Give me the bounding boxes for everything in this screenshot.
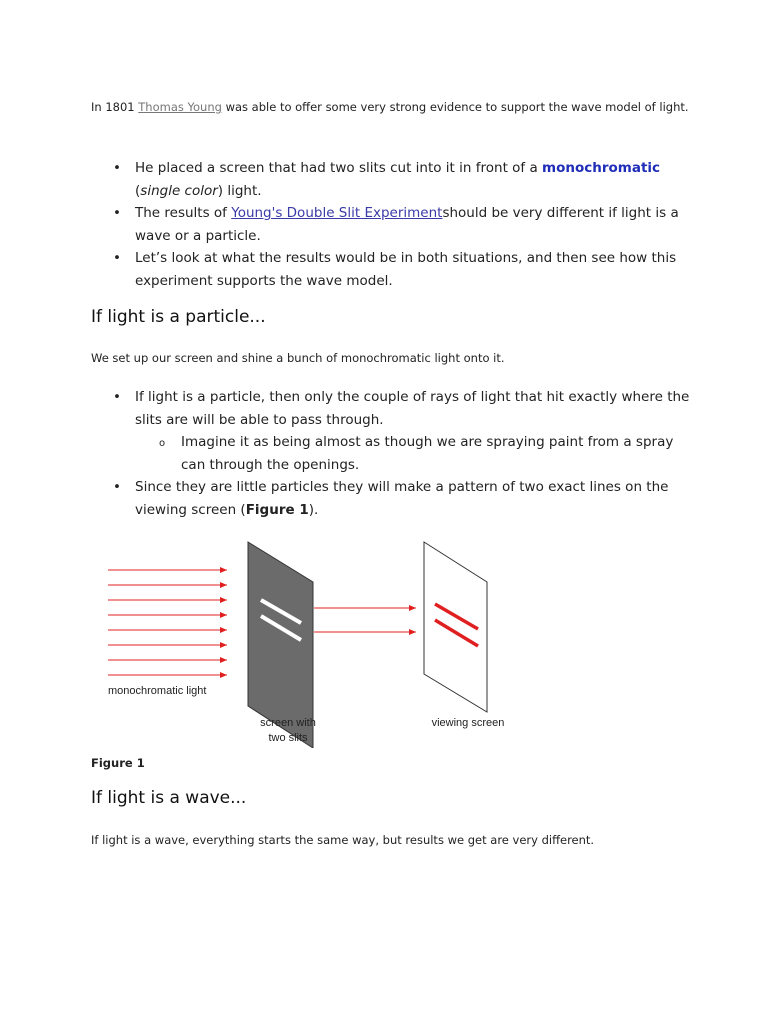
thomas-young-link[interactable]: Thomas Young xyxy=(138,100,222,114)
heading-wave: If light is a wave... xyxy=(91,788,247,808)
bullet-text: should be very different if light is a wave or a particle. xyxy=(135,205,679,244)
intro-text-end: was able to offer some very strong evidence to support the wave model of light. xyxy=(221,100,689,114)
bullet-text: ). xyxy=(308,501,319,518)
bullet-text: ( xyxy=(135,182,141,199)
list-item xyxy=(135,202,695,247)
heading-particle: If light is a particle... xyxy=(91,307,266,327)
sub-list-item: o Imagine it as being almost as though we are spraying paint from a spray can through the openings. xyxy=(181,431,695,476)
single-color-term: single color xyxy=(140,182,218,199)
bullet-text: If light is a particle, then only the couple of rays of light that hit exactly where the slits are will be able to pass through. xyxy=(135,389,690,428)
bullet-text: Since they are little particles they will make a pattern of two exact lines on the viewing screen ( xyxy=(135,479,669,518)
figure-reference: Figure 1 xyxy=(245,501,309,518)
label-monochromatic-light: monochromatic light xyxy=(108,685,207,697)
figure-caption: Figure 1 xyxy=(91,756,145,770)
list-item xyxy=(135,247,695,292)
bullet-list-1 xyxy=(91,157,695,292)
paragraph-setup: We set up our screen and shine a bunch of monochromatic light onto it. xyxy=(91,351,505,365)
paragraph-wave: If light is a wave, everything starts the same way, but results we get are very different. xyxy=(91,833,595,847)
double-slit-particle-diagram xyxy=(100,538,520,748)
incoming-light-rays xyxy=(108,570,227,675)
bullet-text: ) light. xyxy=(217,182,262,199)
bullet-text: The results of xyxy=(135,205,232,221)
bullet-text: He placed a screen that had two slits cut into it in front of a xyxy=(135,160,543,176)
list-item xyxy=(135,476,695,521)
label-screen-with: screen with xyxy=(260,717,316,729)
bullet-text: Let’s look at what the results would be in both situations, and then see how this experiment supports the wave model. xyxy=(135,250,677,289)
list-item xyxy=(135,157,695,202)
sub-list xyxy=(135,431,695,476)
bullet-list-2 xyxy=(91,386,695,521)
intro-paragraph xyxy=(91,96,691,118)
label-two-slits: two slits xyxy=(268,732,308,744)
label-viewing-screen: viewing screen xyxy=(431,717,505,729)
double-slit-experiment-link[interactable]: Young's Double Slit Experiment xyxy=(231,205,443,221)
list-item xyxy=(135,386,695,476)
monochromatic-term: monochromatic xyxy=(542,160,661,176)
intro-text-start: In 1801 xyxy=(91,100,139,114)
